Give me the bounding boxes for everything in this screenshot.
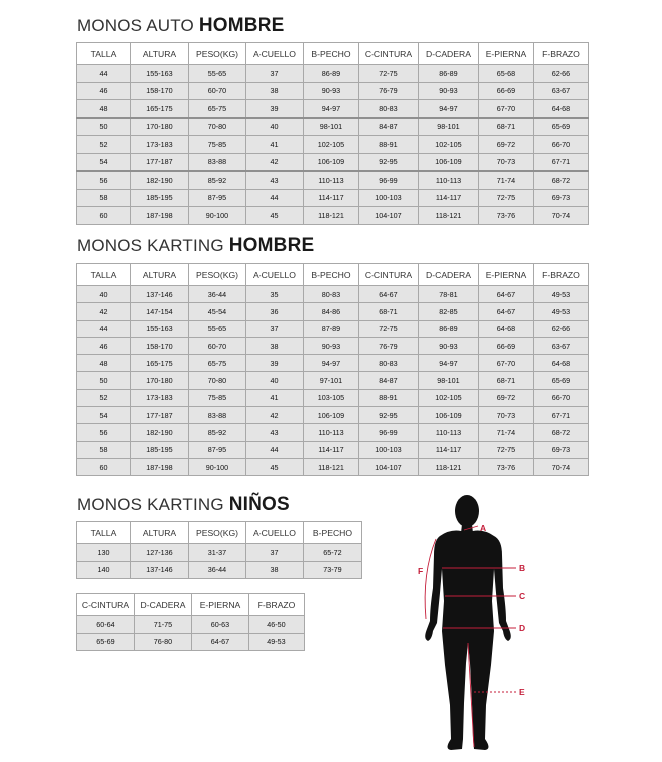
- column-header: C-CINTURA: [359, 264, 419, 286]
- table-cell: 110-113: [304, 424, 359, 441]
- table-cell: 106-109: [419, 407, 479, 424]
- table-cell: 69-73: [534, 441, 589, 458]
- body-measurement-figure: [410, 493, 545, 758]
- table-row: [77, 82, 589, 100]
- column-header: ALTURA: [131, 522, 189, 544]
- table-cell: 155-163: [131, 65, 189, 83]
- table-cell: 98-101: [419, 118, 479, 136]
- title-prefix: MONOS KARTING: [77, 236, 229, 255]
- table-row: [77, 286, 589, 303]
- table-cell: 73-76: [479, 207, 534, 225]
- table-cell: 37: [246, 65, 304, 83]
- title-bold: HOMBRE: [198, 15, 285, 36]
- table-cell: 70-73: [479, 407, 534, 424]
- column-header: PESO(KG): [189, 43, 246, 65]
- table-cell: 71-75: [135, 616, 192, 634]
- table-cell: 65-69: [77, 633, 135, 651]
- table-cell: 90-93: [419, 337, 479, 354]
- table-cell: 177-187: [131, 407, 189, 424]
- table-cell: 110-113: [419, 424, 479, 441]
- table-cell: 65-69: [534, 118, 589, 136]
- table-cell: 55-65: [189, 65, 246, 83]
- table-cell: 46-50: [249, 616, 305, 634]
- table-cell: 87-95: [189, 441, 246, 458]
- table-cell: 54: [77, 153, 131, 171]
- table-cell: 45: [246, 458, 304, 475]
- table-cell: 84-87: [359, 372, 419, 389]
- table-cell: 88-91: [359, 389, 419, 406]
- table-cell: 158-170: [131, 82, 189, 100]
- table-row: [77, 407, 589, 424]
- table-row: [77, 189, 589, 207]
- table-cell: 182-190: [131, 424, 189, 441]
- table-cell: 49-53: [534, 286, 589, 303]
- table-cell: 67-71: [534, 407, 589, 424]
- table-cell: 45: [246, 207, 304, 225]
- table-cell: 83-88: [189, 407, 246, 424]
- table-cell: 187-198: [131, 207, 189, 225]
- table-cell: 118-121: [419, 458, 479, 475]
- column-header: A-CUELLO: [246, 43, 304, 65]
- table-auto-hombre: [76, 42, 589, 225]
- table-cell: 85-92: [189, 424, 246, 441]
- table-cell: 165-175: [131, 355, 189, 372]
- table-cell: 137-146: [131, 286, 189, 303]
- table-cell: 36-44: [189, 286, 246, 303]
- table-row: [77, 389, 589, 406]
- table-cell: 40: [246, 372, 304, 389]
- table-cell: 65-68: [479, 65, 534, 83]
- table-cell: 31-37: [189, 544, 246, 562]
- table-row: [77, 544, 362, 562]
- table-cell: 44: [77, 65, 131, 83]
- table-cell: 56: [77, 171, 131, 189]
- table-cell: 71-74: [479, 424, 534, 441]
- table-cell: 114-117: [304, 441, 359, 458]
- header-row: [77, 594, 305, 616]
- table-row: [77, 355, 589, 372]
- label-e: E: [519, 687, 525, 697]
- table-row: [77, 633, 305, 651]
- table-cell: 73-79: [304, 561, 362, 579]
- table-cell: 165-175: [131, 100, 189, 118]
- table-ninos-a: [76, 521, 362, 579]
- header-row: [77, 43, 589, 65]
- table-cell: 118-121: [304, 458, 359, 475]
- column-header: ALTURA: [131, 264, 189, 286]
- table-row: [77, 136, 589, 154]
- table-cell: 98-101: [304, 118, 359, 136]
- table-cell: 68-71: [479, 118, 534, 136]
- table-cell: 94-97: [304, 355, 359, 372]
- table-cell: 100-103: [359, 441, 419, 458]
- label-d: D: [519, 623, 526, 633]
- column-header: E-PIERNA: [479, 264, 534, 286]
- table-cell: 71-74: [479, 171, 534, 189]
- table-cell: 66-70: [534, 389, 589, 406]
- table-cell: 64-67: [479, 286, 534, 303]
- header-row: [77, 522, 362, 544]
- table-cell: 104-107: [359, 207, 419, 225]
- table-cell: 64-67: [359, 286, 419, 303]
- table-cell: 88-91: [359, 136, 419, 154]
- table-cell: 68-72: [534, 424, 589, 441]
- column-header: PESO(KG): [189, 522, 246, 544]
- table-cell: 64-67: [192, 633, 249, 651]
- column-header: B-PECHO: [304, 264, 359, 286]
- table-cell: 104-107: [359, 458, 419, 475]
- table-cell: 96-99: [359, 171, 419, 189]
- title-bold: HOMBRE: [228, 235, 315, 256]
- table-cell: 68-72: [534, 171, 589, 189]
- table-cell: 170-180: [131, 372, 189, 389]
- table-cell: 185-195: [131, 189, 189, 207]
- table-cell: 80-83: [359, 355, 419, 372]
- table-cell: 38: [246, 561, 304, 579]
- table-cell: 87-89: [304, 320, 359, 337]
- table-cell: 86-89: [419, 320, 479, 337]
- table-row: [77, 441, 589, 458]
- table-cell: 94-97: [419, 355, 479, 372]
- table-cell: 80-83: [304, 286, 359, 303]
- column-header: F-BRAZO: [249, 594, 305, 616]
- table-cell: 63-67: [534, 82, 589, 100]
- table-cell: 72-75: [479, 189, 534, 207]
- title-bold: NIÑOS: [228, 494, 290, 515]
- table-cell: 67-71: [534, 153, 589, 171]
- table-cell: 96-99: [359, 424, 419, 441]
- table-cell: 49-53: [249, 633, 305, 651]
- table-cell: 38: [246, 337, 304, 354]
- table-cell: 66-69: [479, 82, 534, 100]
- table-cell: 52: [77, 389, 131, 406]
- human-silhouette: [425, 495, 511, 750]
- table-cell: 90-100: [189, 207, 246, 225]
- table-cell: 41: [246, 136, 304, 154]
- column-header: TALLA: [77, 522, 131, 544]
- table-cell: 114-117: [419, 189, 479, 207]
- table-cell: 46: [77, 82, 131, 100]
- table-row: [77, 458, 589, 475]
- table-cell: 84-86: [304, 303, 359, 320]
- table-cell: 137-146: [131, 561, 189, 579]
- table-cell: 177-187: [131, 153, 189, 171]
- table-cell: 64-68: [534, 355, 589, 372]
- table-cell: 70-80: [189, 118, 246, 136]
- column-header: D-CADERA: [419, 43, 479, 65]
- table-cell: 58: [77, 441, 131, 458]
- table-cell: 70-74: [534, 207, 589, 225]
- table-cell: 147-154: [131, 303, 189, 320]
- table-cell: 60-70: [189, 337, 246, 354]
- table-cell: 60-63: [192, 616, 249, 634]
- table-cell: 60-64: [77, 616, 135, 634]
- table-cell: 68-71: [359, 303, 419, 320]
- table-row: [77, 303, 589, 320]
- table-cell: 50: [77, 118, 131, 136]
- table-cell: 56: [77, 424, 131, 441]
- table-cell: 110-113: [419, 171, 479, 189]
- table-row: [77, 424, 589, 441]
- table-cell: 35: [246, 286, 304, 303]
- table-cell: 187-198: [131, 458, 189, 475]
- table-cell: 60: [77, 458, 131, 475]
- table-cell: 60: [77, 207, 131, 225]
- table-cell: 50: [77, 372, 131, 389]
- table-row: [77, 616, 305, 634]
- table-cell: 44: [77, 320, 131, 337]
- table-cell: 158-170: [131, 337, 189, 354]
- title-karting-ninos: [77, 494, 290, 516]
- table-cell: 65-75: [189, 355, 246, 372]
- table-cell: 90-93: [304, 82, 359, 100]
- table-cell: 49-53: [534, 303, 589, 320]
- table-cell: 64-68: [479, 320, 534, 337]
- table-cell: 64-68: [534, 100, 589, 118]
- table-cell: 69-72: [479, 389, 534, 406]
- table-cell: 52: [77, 136, 131, 154]
- column-header: F-BRAZO: [534, 43, 589, 65]
- table-row: [77, 118, 589, 136]
- table-cell: 42: [77, 303, 131, 320]
- table-cell: 63-67: [534, 337, 589, 354]
- table-cell: 54: [77, 407, 131, 424]
- table-cell: 98-101: [419, 372, 479, 389]
- table-cell: 83-88: [189, 153, 246, 171]
- table-cell: 76-80: [135, 633, 192, 651]
- column-header: C-CINTURA: [77, 594, 135, 616]
- table-cell: 68-71: [479, 372, 534, 389]
- table-cell: 90-93: [419, 82, 479, 100]
- table-cell: 90-93: [304, 337, 359, 354]
- table-cell: 66-70: [534, 136, 589, 154]
- table-cell: 140: [77, 561, 131, 579]
- label-c: C: [519, 591, 526, 601]
- table-cell: 85-92: [189, 171, 246, 189]
- table-cell: 90-100: [189, 458, 246, 475]
- table-cell: 67-70: [479, 100, 534, 118]
- table-row: [77, 65, 589, 83]
- label-b: B: [519, 563, 526, 573]
- table-cell: 94-97: [304, 100, 359, 118]
- table-ninos-b: [76, 593, 305, 651]
- column-header: TALLA: [77, 43, 131, 65]
- column-header: B-PECHO: [304, 522, 362, 544]
- table-cell: 114-117: [304, 189, 359, 207]
- table-cell: 106-109: [419, 153, 479, 171]
- column-header: PESO(KG): [189, 264, 246, 286]
- table-cell: 43: [246, 171, 304, 189]
- table-cell: 42: [246, 407, 304, 424]
- table-cell: 97-101: [304, 372, 359, 389]
- table-cell: 75-85: [189, 389, 246, 406]
- table-cell: 66-69: [479, 337, 534, 354]
- table-cell: 118-121: [419, 207, 479, 225]
- table-cell: 42: [246, 153, 304, 171]
- table-cell: 155-163: [131, 320, 189, 337]
- table-cell: 182-190: [131, 171, 189, 189]
- table-cell: 76-79: [359, 82, 419, 100]
- table-cell: 58: [77, 189, 131, 207]
- table-cell: 73-76: [479, 458, 534, 475]
- table-row: [77, 100, 589, 118]
- table-cell: 75-85: [189, 136, 246, 154]
- table-cell: 65-75: [189, 100, 246, 118]
- table-cell: 118-121: [304, 207, 359, 225]
- table-cell: 86-89: [419, 65, 479, 83]
- table-cell: 62-66: [534, 320, 589, 337]
- table-cell: 173-183: [131, 389, 189, 406]
- table-cell: 43: [246, 424, 304, 441]
- table-cell: 72-75: [359, 320, 419, 337]
- title-prefix: MONOS KARTING: [77, 495, 229, 514]
- table-cell: 69-72: [479, 136, 534, 154]
- table-cell: 86-89: [304, 65, 359, 83]
- table-cell: 185-195: [131, 441, 189, 458]
- table-cell: 41: [246, 389, 304, 406]
- table-cell: 48: [77, 100, 131, 118]
- table-cell: 130: [77, 544, 131, 562]
- table-cell: 39: [246, 100, 304, 118]
- table-cell: 65-72: [304, 544, 362, 562]
- table-cell: 127-136: [131, 544, 189, 562]
- table-cell: 48: [77, 355, 131, 372]
- table-cell: 38: [246, 82, 304, 100]
- table-cell: 40: [77, 286, 131, 303]
- table-cell: 110-113: [304, 171, 359, 189]
- table-cell: 44: [246, 441, 304, 458]
- table-cell: 55-65: [189, 320, 246, 337]
- table-row: [77, 561, 362, 579]
- table-cell: 94-97: [419, 100, 479, 118]
- table-cell: 92-95: [359, 407, 419, 424]
- table-cell: 37: [246, 320, 304, 337]
- column-header: A-CUELLO: [246, 264, 304, 286]
- table-cell: 84-87: [359, 118, 419, 136]
- table-cell: 106-109: [304, 153, 359, 171]
- table-cell: 39: [246, 355, 304, 372]
- table-cell: 102-105: [419, 136, 479, 154]
- table-cell: 65-69: [534, 372, 589, 389]
- table-cell: 70-74: [534, 458, 589, 475]
- column-header: E-PIERNA: [192, 594, 249, 616]
- table-row: [77, 171, 589, 189]
- table-row: [77, 337, 589, 354]
- table-cell: 76-79: [359, 337, 419, 354]
- column-header: E-PIERNA: [479, 43, 534, 65]
- table-cell: 44: [246, 189, 304, 207]
- table-cell: 78-81: [419, 286, 479, 303]
- table-cell: 170-180: [131, 118, 189, 136]
- table-cell: 45-54: [189, 303, 246, 320]
- table-cell: 82-85: [419, 303, 479, 320]
- column-header: B-PECHO: [304, 43, 359, 65]
- table-cell: 102-105: [419, 389, 479, 406]
- table-cell: 62-66: [534, 65, 589, 83]
- table-cell: 102-105: [304, 136, 359, 154]
- table-cell: 70-80: [189, 372, 246, 389]
- column-header: F-BRAZO: [534, 264, 589, 286]
- table-row: [77, 153, 589, 171]
- column-header: ALTURA: [131, 43, 189, 65]
- table-cell: 36: [246, 303, 304, 320]
- title-karting-hombre: [77, 235, 314, 257]
- table-row: [77, 320, 589, 337]
- table-cell: 36-44: [189, 561, 246, 579]
- label-f: F: [418, 566, 424, 576]
- column-header: C-CINTURA: [359, 43, 419, 65]
- table-cell: 67-70: [479, 355, 534, 372]
- table-cell: 60-70: [189, 82, 246, 100]
- table-cell: 106-109: [304, 407, 359, 424]
- column-header: D-CADERA: [135, 594, 192, 616]
- table-row: [77, 207, 589, 225]
- table-cell: 64-67: [479, 303, 534, 320]
- table-cell: 100-103: [359, 189, 419, 207]
- table-cell: 46: [77, 337, 131, 354]
- table-cell: 37: [246, 544, 304, 562]
- table-cell: 70-73: [479, 153, 534, 171]
- table-cell: 80-83: [359, 100, 419, 118]
- table-cell: 173-183: [131, 136, 189, 154]
- column-header: D-CADERA: [419, 264, 479, 286]
- title-auto-hombre: [77, 15, 285, 37]
- column-header: A-CUELLO: [246, 522, 304, 544]
- table-cell: 92-95: [359, 153, 419, 171]
- table-cell: 87-95: [189, 189, 246, 207]
- table-karting-hombre: [76, 263, 589, 476]
- table-cell: 69-73: [534, 189, 589, 207]
- table-cell: 103-105: [304, 389, 359, 406]
- table-cell: 72-75: [479, 441, 534, 458]
- table-row: [77, 372, 589, 389]
- column-header: TALLA: [77, 264, 131, 286]
- table-cell: 40: [246, 118, 304, 136]
- label-a: A: [480, 523, 487, 533]
- table-cell: 114-117: [419, 441, 479, 458]
- header-row: [77, 264, 589, 286]
- title-prefix: MONOS AUTO: [77, 16, 199, 35]
- table-cell: 72-75: [359, 65, 419, 83]
